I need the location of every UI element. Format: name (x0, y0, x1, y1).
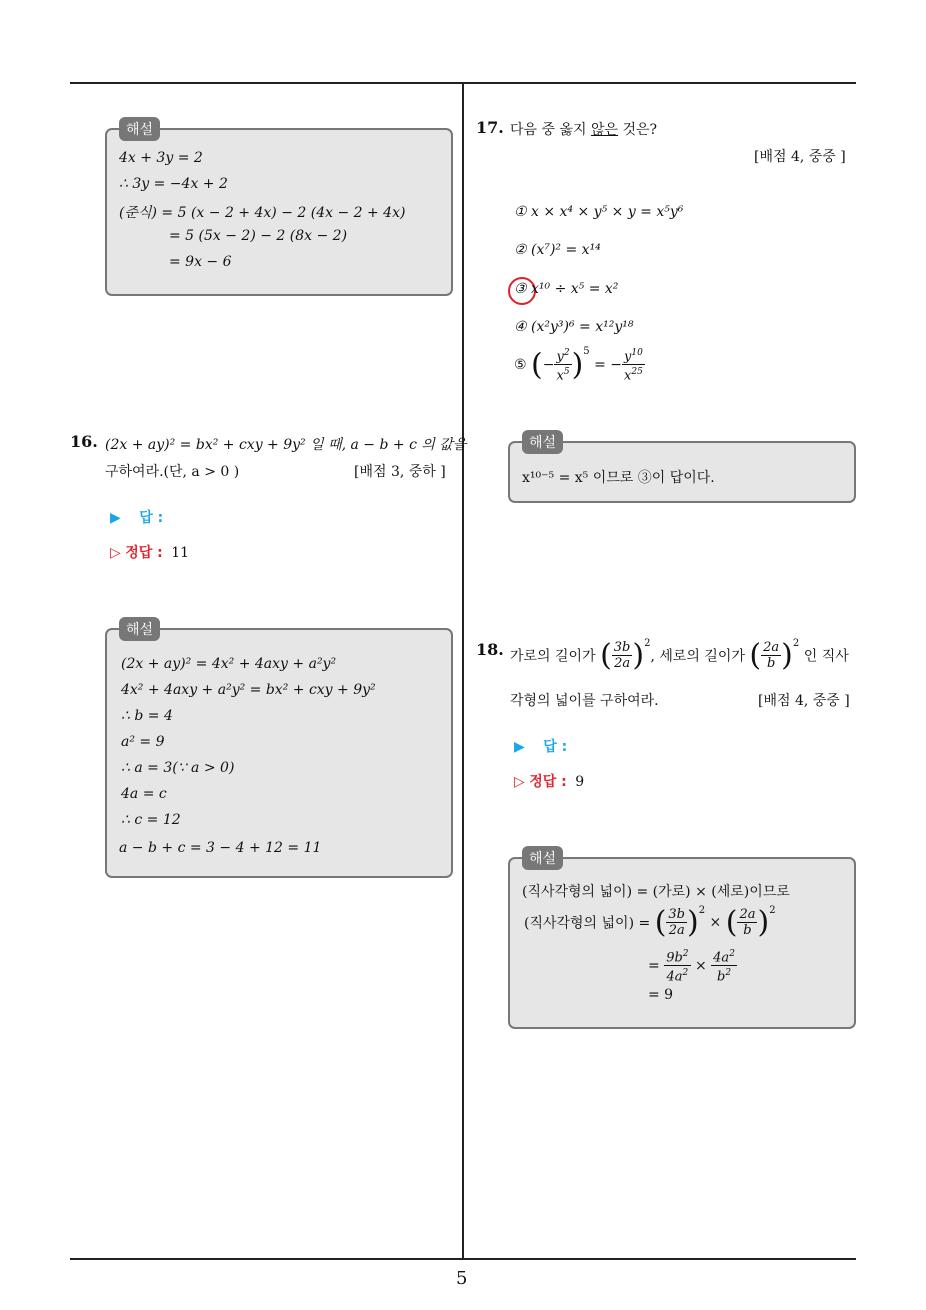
solution-line: = 9 (648, 987, 674, 1003)
question-18-text-line2: 각형의 넓이를 구하여라. (510, 693, 659, 709)
solution-tag: 해설 (522, 846, 563, 870)
correct-row-16 (110, 542, 189, 562)
question-17-underlined: 않은 (590, 122, 619, 138)
question-17-score: [배점 4, 중중 ] (754, 149, 846, 165)
solution-line: 4a = c (121, 786, 167, 802)
solution-line: 4x + 3y = 2 (119, 150, 203, 166)
answer-label: 답 : (139, 510, 164, 526)
question-18-part-a: 가로의 길이가 (510, 648, 596, 665)
question-number-18: 18. (476, 640, 504, 659)
column-divider (462, 84, 464, 1260)
solution-line: (직사각형의 넓이) = (가로) × (세로)이므로 (522, 884, 790, 900)
question-16-score: [배점 3, 중하 ] (354, 464, 446, 480)
answer-row-16 (110, 507, 163, 527)
correct-arrow-icon: ▷ (514, 774, 525, 790)
question-18-part-c: 인 직사 (803, 648, 849, 665)
answer-row-18 (514, 736, 567, 756)
answer-label: 답 : (543, 739, 568, 755)
page-number: 5 (456, 1268, 468, 1289)
correct-arrow-icon: ▷ (110, 545, 121, 561)
correct-label: 정답 : (529, 774, 567, 790)
solution-line: 4x² + 4axy + a²y² = bx² + cxy + 9y² (121, 682, 376, 698)
solution-box-16 (105, 622, 453, 878)
correct-label: 정답 : (125, 545, 163, 561)
question-18-part-b: , 세로의 길이가 (650, 648, 745, 665)
solution-line-2-label: (직사각형의 넓이) = (524, 915, 651, 932)
paren-close: ) (571, 347, 584, 383)
solution-line: = 5 (5x − 2) − 2 (8x − 2) (169, 228, 348, 244)
solution-line: x¹⁰⁻⁵ = x⁵ 이므로 ③이 답이다. (522, 470, 715, 486)
question-number-17: 17. (476, 118, 504, 137)
solution-line: a − b + c = 3 − 4 + 12 = 11 (119, 840, 322, 856)
solution-line: ∴ a = 3(∵ a > 0) (121, 760, 235, 776)
answer-arrow-icon: ▶ (110, 510, 121, 526)
solution-line-2: (직사각형의 넓이) = ( $\frac{3b}{2a}$ )$^2$ × ( $\frac{2a}{b}$ )$^2$ (524, 905, 776, 940)
correct-answer-value: 9 (575, 774, 585, 790)
option-5: ⑤ (− $\frac{y^2}{x^5}$ )$^5$ = − $\frac{y^{10}}{x^{25}}$ (514, 346, 643, 384)
option-4: ④ (x²y³)⁶ = x¹²y¹⁸ (514, 319, 634, 335)
correct-answer-value: 11 (171, 545, 190, 561)
answer-arrow-icon: ▶ (514, 739, 525, 755)
paren-open: ( (531, 347, 543, 383)
question-17-text (510, 119, 657, 139)
solution-box-17 (508, 435, 856, 503)
question-17-pre: 다음 중 옳지 (510, 122, 591, 138)
option-2: ② (x⁷)² = x¹⁴ (514, 242, 601, 258)
solution-tag: 해설 (119, 617, 160, 641)
question-17-post: 것은? (618, 122, 658, 138)
question-18-score: [배점 4, 중중 ] (758, 693, 850, 709)
solution-line: (2x + ay)² = 4x² + 4axy + a²y² (121, 656, 337, 672)
option-3: ③ x¹⁰ ÷ x⁵ = x² (514, 281, 619, 297)
solution-line: ∴ c = 12 (121, 812, 181, 828)
solution-tag: 해설 (119, 117, 160, 141)
solution-line: = 9x − 6 (169, 254, 232, 270)
question-number-16: 16. (70, 432, 98, 451)
solution-line-3: = $\frac{9b^2}{4a^2}$ × $\frac{4a^2}{b^2}$ (648, 949, 735, 985)
solution-line: a² = 9 (121, 734, 165, 750)
solution-line: ∴ 3y = −4x + 2 (119, 176, 228, 192)
question-16-text-line2: 구하여라.(단, a > 0 ) (105, 464, 240, 480)
solution-box-18 (508, 851, 856, 1029)
question-18-text: 가로의 길이가 ( $\frac{3b}{2a}$ )$^2$, 세로의 길이가 ( $\frac{2a}{b}$ )$^2$ 인 직사 (510, 638, 849, 673)
bottom-rule (70, 1258, 856, 1260)
solution-box-15 (105, 122, 453, 296)
solution-line: (준식) = 5 (x − 2 + 4x) − 2 (4x − 2 + 4x) (119, 205, 406, 221)
question-16-text: (2x + ay)² = bx² + cxy + 9y² 일 때, a − b + c 의 값을 (105, 437, 467, 453)
correct-row-18 (514, 771, 584, 791)
solution-line: ∴ b = 4 (121, 708, 173, 724)
solution-tag: 해설 (522, 430, 563, 454)
option-5-label: ⑤ (514, 356, 527, 373)
option-1: ① x × x⁴ × y⁵ × y = x⁵y⁶ (514, 204, 684, 220)
